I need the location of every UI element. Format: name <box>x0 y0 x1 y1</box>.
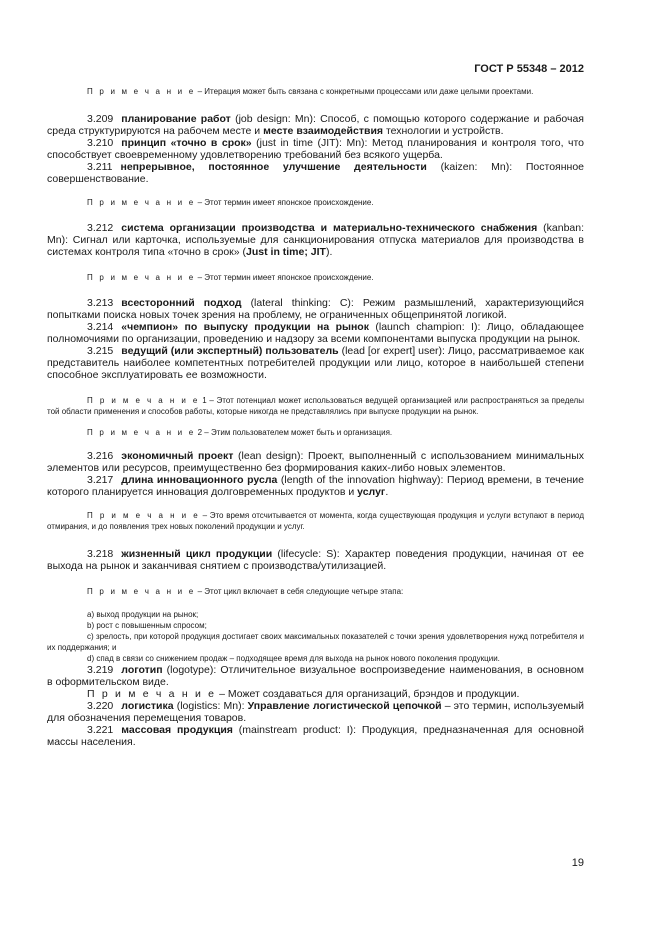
list-item: b) рост с повышенным спросом; <box>87 621 207 630</box>
term-entry-3-218: 3.218 жизненный цикл продукции (lifecycle: S): Характер поведения продукции, начиная от ее выхода на рынок и заканчивая снятием с производства/утилизацией. <box>47 548 584 572</box>
page-content <box>47 86 584 748</box>
note-innovation-period: П р и м е ч а н и е – Это время отсчитывается от момента, когда существующая продукция и услуги вступают в период отмирания, и до появления трех новых поколений продукции и услуг. <box>47 511 584 531</box>
standard-designation: ГОСТ Р 55348 – 2012 <box>474 63 584 75</box>
lifecycle-stage-list <box>47 609 584 664</box>
term-name: ведущий (или экспертный) пользователь <box>121 345 339 357</box>
term-name: логистика <box>121 700 174 712</box>
note-lead-user-2: П р и м е ч а н и е 2 – Этим пользователем может быть и организация. <box>87 428 393 437</box>
list-item: a) выход продукции на рынок; <box>87 610 199 619</box>
note-japanese-origin: П р и м е ч а н и е – Этот термин имеет японское происхождение. <box>87 198 374 207</box>
term-name: система организации производства и материально-технического снабжения <box>121 222 538 234</box>
term-entry-3-221: 3.221 массовая продукция (mainstream product: I): Продукция, предназначенная для основной массы населения. <box>47 724 585 748</box>
term-entry-3-220: 3.220 логистика (logistics: Mn): Управление логистической цепочкой – это термин, используемый для обозначения перемещения товаров. <box>47 700 585 724</box>
page-number: 19 <box>571 857 584 869</box>
term-name: непрерывное, постоянное улучшение деятельности <box>120 161 427 173</box>
note-iteration: П р и м е ч а н и е – Итерация может быть связана с конкретными процессами или даже целыми проектами. <box>87 87 534 96</box>
list-item: c) зрелость, при которой продукция достигает своих максимальных показателей с точки зрения удовлетворения нужд потребителя и их поддержания; и <box>47 632 584 652</box>
term-entry-3-213: 3.213 всесторонний подход (lateral thinking: C): Режим размышлений, характеризующийся попытками поиска новых точек зрения на проблему, не ограниченных общепринятой логикой. <box>47 297 584 321</box>
note-logotype: П р и м е ч а н и е – Может создаваться для организаций, брэндов и продукции. <box>87 688 520 700</box>
term-entry-3-210: 3.210 принцип «точно в срок» (just in time (JIT): Mn): Метод планирования и контроля того, что способствует своевременному удовлетворению требований без всякого ущерба. <box>47 137 585 161</box>
term-name: всесторонний подход <box>121 297 242 309</box>
term-name: принцип «точно в срок» <box>121 137 252 149</box>
note-lifecycle-stages: П р и м е ч а н и е – Этот цикл включает в себя следующие четыре этапа: <box>87 587 404 596</box>
term-name: планирование работ <box>121 113 231 125</box>
term-entry-3-211: 3.211 непрерывное, постоянное улучшение деятельности (kaizen: Mn): Постоянное совершенствование. <box>47 161 584 185</box>
term-entry-3-209: 3.209 планирование работ (job design: Mn): Способ, с помощью которого содержание и рабочая среда структурируются на рабочем месте и месте взаимодействия технологии и устройств. <box>47 113 584 137</box>
list-item: d) спад в связи со снижением продаж – подходящее время для выхода на рынок нового поколения продукции. <box>87 654 500 663</box>
term-entry-3-217: 3.217 длина инновационного русла (length of the innovation highway): Период времени, в течение которого планируется инновация долговременных продуктов и услуг. <box>47 474 584 498</box>
term-name: «чемпион» по выпуску продукции на рынок <box>121 321 369 333</box>
term-entry-3-219: 3.219 логотип (logotype): Отличительное визуальное воспроизведение наименования, в основном в оформительском виде. <box>47 664 584 688</box>
note-lead-user-1: П р и м е ч а н и е 1 – Этот потенциал может использоваться ведущей организацией или распространяться за пределы той области применения и способов работы, которые никогда не представлялись при выпуске продукции на рынок. <box>47 396 584 416</box>
term-name: массовая продукция <box>121 724 233 736</box>
note-japanese-origin: П р и м е ч а н и е – Этот термин имеет японское происхождение. <box>87 273 374 282</box>
term-entry-3-212: 3.212 система организации производства и материально-технического снабжения (kanban: Mn): Сигнал или карточка, используемые для санкционирования отпуска материалов для производства в системах контроля типа «точно в срок» (Just in time; JIT). <box>47 222 585 258</box>
term-entry-3-215: 3.215 ведущий (или экспертный) пользователь (lead [or expert] user): Лицо, рассматриваемое как представитель наиболее компетентных потребителей продукции или лицо, которое в наибольшей степени способное эксплуатировать ее возможности. <box>47 345 584 381</box>
term-name: логотип <box>121 664 163 676</box>
term-name: жизненный цикл продукции <box>121 548 273 560</box>
term-name: длина инновационного русла <box>121 474 278 486</box>
term-entry-3-214: 3.214 «чемпион» по выпуску продукции на рынок (launch champion: I): Лицо, обладающее полномочиями по организации, проведению и надзору за всеми компонентами выпуска продукции на рынок. <box>47 321 584 345</box>
term-name: экономичный проект <box>121 450 234 462</box>
term-entry-3-216: 3.216 экономичный проект (lean design): Проект, выполненный с использованием минимальных элементов или ресурсов, преимущественно без формирования каких-либо новых элементов. <box>47 450 584 474</box>
